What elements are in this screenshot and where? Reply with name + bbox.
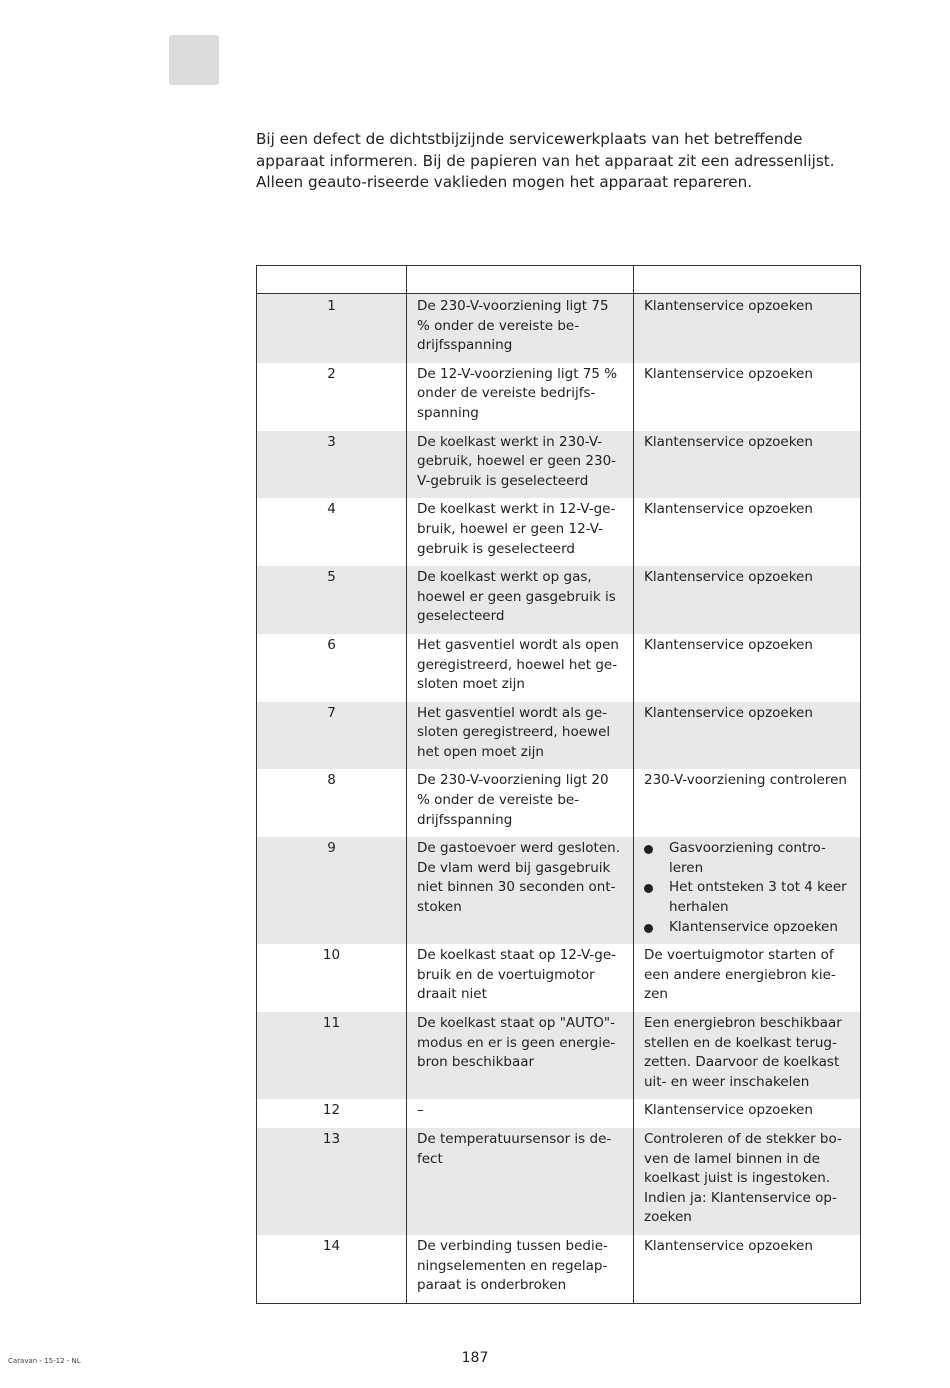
fault-code-cell: 10 <box>257 944 407 1012</box>
remedy-cell: Klantenservice opzoeken <box>634 431 861 499</box>
cause-cell: De koelkast werkt in 230-V-gebruik, hoewel er geen 230-V-gebruik is geselecteerd <box>407 431 634 499</box>
cause-cell: De 12-V-voorziening ligt 75 % onder de vereiste bedrijfs-spanning <box>407 363 634 431</box>
remedy-cell: Een energiebron beschikbaar stellen en de koelkast terug-zetten. Daarvoor de koelkast uit- en weer inschakelen <box>634 1012 861 1099</box>
remedy-cell <box>634 837 861 944</box>
fault-code-cell: 14 <box>257 1235 407 1303</box>
fault-code-cell: 7 <box>257 702 407 770</box>
fault-code-cell: 12 <box>257 1099 407 1128</box>
remedy-cell: Klantenservice opzoeken <box>634 294 861 363</box>
header-remedy <box>634 266 861 294</box>
table-row <box>257 1099 861 1128</box>
remedy-cell: Klantenservice opzoeken <box>634 634 861 702</box>
table-row <box>257 363 861 431</box>
table-row <box>257 498 861 566</box>
table-row <box>257 566 861 634</box>
cause-cell: De koelkast staat op "AUTO"-modus en er is geen energie-bron beschikbaar <box>407 1012 634 1099</box>
table-row <box>257 944 861 1012</box>
fault-code-cell: 2 <box>257 363 407 431</box>
bullet-icon <box>644 884 653 893</box>
fault-code-cell: 11 <box>257 1012 407 1099</box>
cause-cell: De 230-V-voorziening ligt 20 % onder de vereiste be-drijfsspanning <box>407 769 634 837</box>
fault-code-cell: 8 <box>257 769 407 837</box>
intro-paragraph: Bij een defect de dichtstbijzijnde servicewerkplaats van het betreffende apparaat informeren. Bij de papieren van het apparaat zit een adressenlijst. Alleen geauto-riseerde vaklieden mogen het apparaat repareren. <box>256 130 835 192</box>
remedy-list-text: Klantenservice opzoeken <box>669 918 838 935</box>
fault-code-cell: 9 <box>257 837 407 944</box>
table-row <box>257 1012 861 1099</box>
remedy-list-item <box>644 918 850 938</box>
remedy-cell: De voertuigmotor starten of een andere energiebron kie-zen <box>634 944 861 1012</box>
header-cause <box>407 266 634 294</box>
table-row <box>257 294 861 363</box>
fault-code-cell: 1 <box>257 294 407 363</box>
page-number: 187 <box>461 1350 489 1366</box>
table-row <box>257 702 861 770</box>
remedy-cell: 230-V-voorziening controleren <box>634 769 861 837</box>
cause-cell: De koelkast werkt op gas, hoewel er geen gasgebruik is geselecteerd <box>407 566 634 634</box>
table-header-row <box>257 266 861 294</box>
remedy-cell: Klantenservice opzoeken <box>634 498 861 566</box>
cause-cell: De verbinding tussen bedie-ningselementen en regelap-paraat is onderbroken <box>407 1235 634 1303</box>
remedy-cell: Klantenservice opzoeken <box>634 566 861 634</box>
table-row <box>257 769 861 837</box>
remedy-list-item <box>644 878 850 917</box>
cause-cell: De 230-V-voorziening ligt 75 % onder de vereiste be-drijfsspanning <box>407 294 634 363</box>
fault-code-cell: 6 <box>257 634 407 702</box>
fault-code-cell: 3 <box>257 431 407 499</box>
remedy-cell: Controleren of de stekker bo-ven de lamel binnen in de koelkast juist is ingestoken. Indien ja: Klantenservice op-zoeken <box>634 1128 861 1235</box>
remedy-list-text: Gasvoorziening contro-leren <box>669 840 826 876</box>
table-row <box>257 1235 861 1303</box>
fault-code-table <box>256 265 861 1304</box>
document-reference: Caravan - 15-12 - NL <box>8 1357 81 1365</box>
remedy-cell: Klantenservice opzoeken <box>634 363 861 431</box>
bullet-icon <box>644 845 653 854</box>
cause-cell: De gastoevoer werd gesloten. De vlam werd bij gasgebruik niet binnen 30 seconden ont-stoken <box>407 837 634 944</box>
fault-code-cell: 5 <box>257 566 407 634</box>
cause-cell: Het gasventiel wordt als open geregistreerd, hoewel het ge-sloten moet zijn <box>407 634 634 702</box>
table-row <box>257 1128 861 1235</box>
remedy-list-item <box>644 839 850 878</box>
bullet-icon <box>644 924 653 933</box>
header-code <box>257 266 407 294</box>
cause-cell: De temperatuursensor is de-fect <box>407 1128 634 1235</box>
table-row <box>257 837 861 944</box>
remedy-cell: Klantenservice opzoeken <box>634 1235 861 1303</box>
table-row <box>257 634 861 702</box>
fault-code-cell: 4 <box>257 498 407 566</box>
fault-code-cell: 13 <box>257 1128 407 1235</box>
remedy-list <box>644 839 850 937</box>
section-tab-marker <box>169 35 219 85</box>
cause-cell: – <box>407 1099 634 1128</box>
remedy-cell: Klantenservice opzoeken <box>634 702 861 770</box>
remedy-cell: Klantenservice opzoeken <box>634 1099 861 1128</box>
remedy-list-text: Het ontsteken 3 tot 4 keer herhalen <box>669 879 847 916</box>
cause-cell: Het gasventiel wordt als ge-sloten geregistreerd, hoewel het open moet zijn <box>407 702 634 770</box>
cause-cell: De koelkast staat op 12-V-ge-bruik en de voertuigmotor draait niet <box>407 944 634 1012</box>
table-row <box>257 431 861 499</box>
cause-cell: De koelkast werkt in 12-V-ge-bruik, hoewel er geen 12-V-gebruik is geselecteerd <box>407 498 634 566</box>
